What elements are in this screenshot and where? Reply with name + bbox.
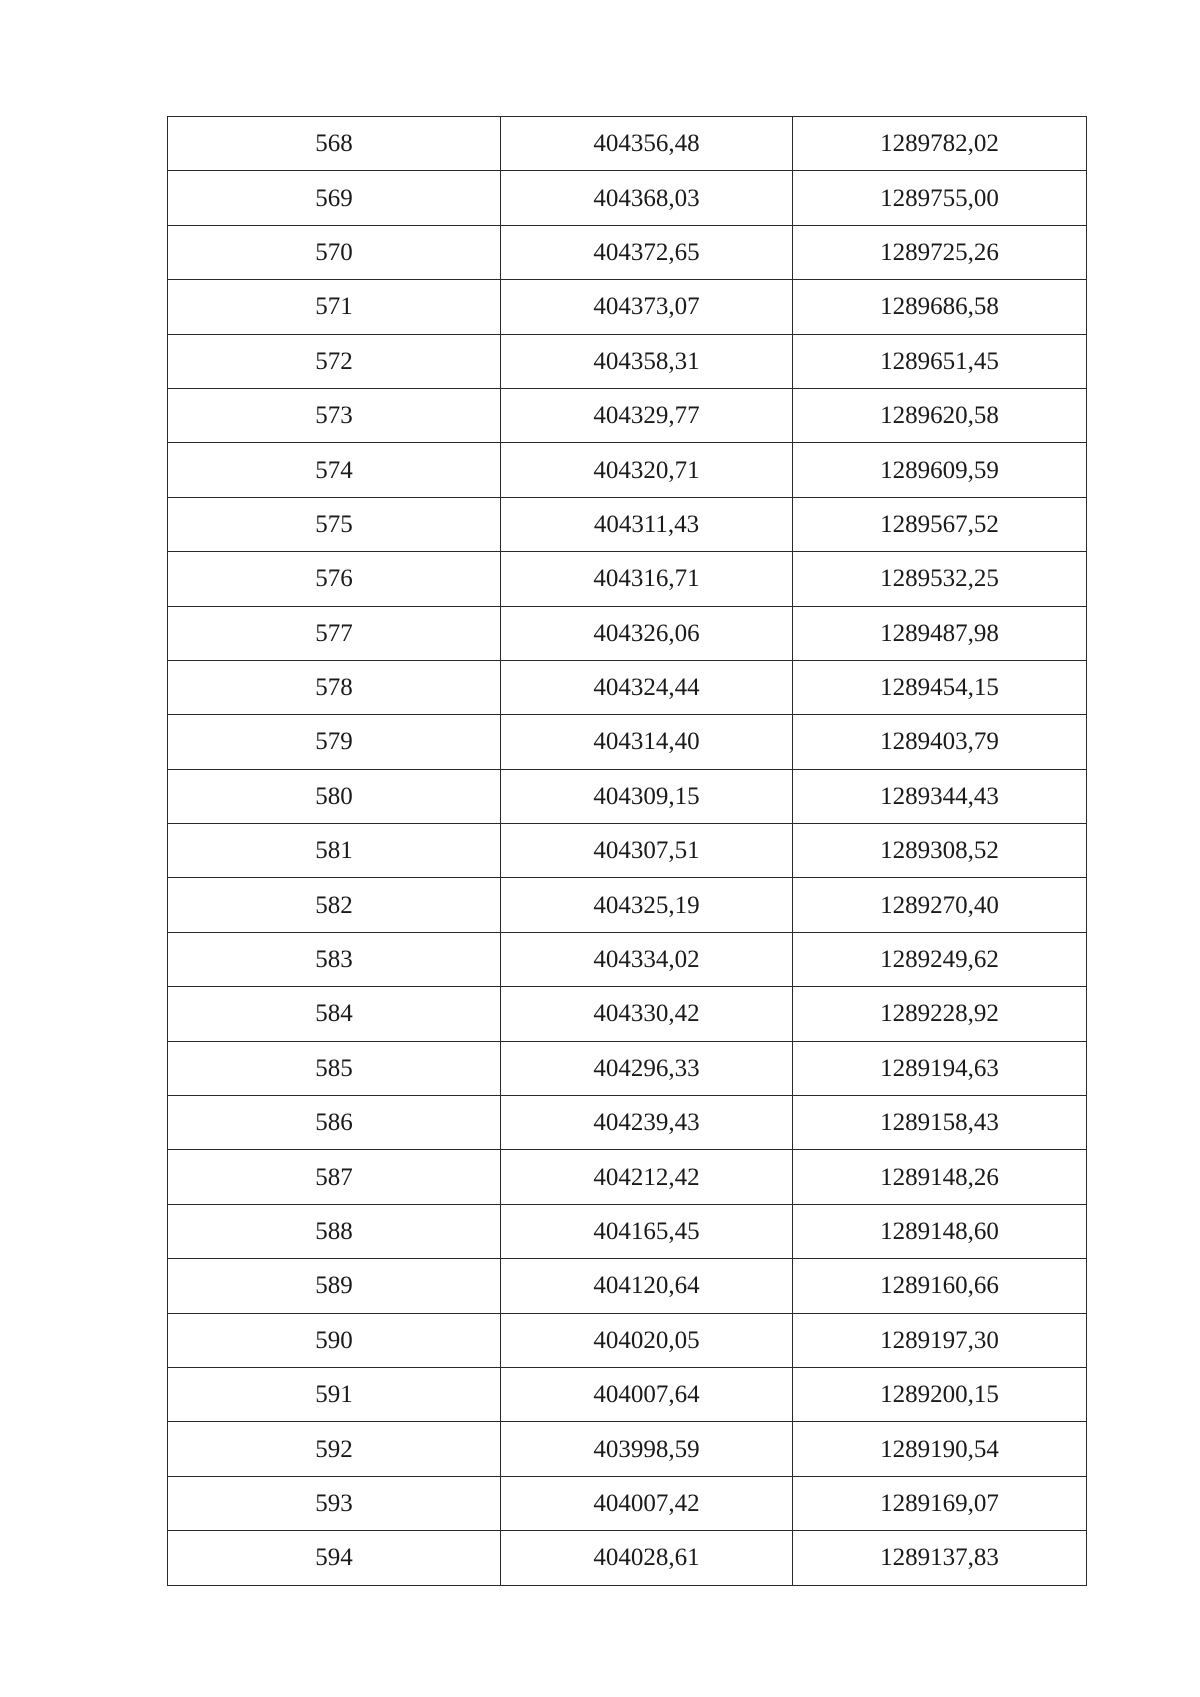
table-row [168, 1041, 1087, 1095]
x-coordinate-cell: 403998,59 [501, 1422, 793, 1476]
y-coordinate-cell: 1289190,54 [793, 1422, 1087, 1476]
point-number-cell: 572 [168, 334, 501, 388]
x-coordinate-cell: 404120,64 [501, 1259, 793, 1313]
table-row [168, 388, 1087, 442]
y-coordinate-cell: 1289487,98 [793, 606, 1087, 660]
point-number-cell: 584 [168, 987, 501, 1041]
table-row [168, 497, 1087, 551]
y-coordinate-cell: 1289308,52 [793, 824, 1087, 878]
point-number-cell: 587 [168, 1150, 501, 1204]
x-coordinate-cell: 404028,61 [501, 1531, 793, 1585]
table-row [168, 878, 1087, 932]
point-number-cell: 592 [168, 1422, 501, 1476]
x-coordinate-cell: 404165,45 [501, 1204, 793, 1258]
point-number-cell: 575 [168, 497, 501, 551]
x-coordinate-cell: 404373,07 [501, 280, 793, 334]
y-coordinate-cell: 1289454,15 [793, 660, 1087, 714]
table-row [168, 1313, 1087, 1367]
x-coordinate-cell: 404320,71 [501, 443, 793, 497]
table-row [168, 1204, 1087, 1258]
x-coordinate-cell: 404296,33 [501, 1041, 793, 1095]
table-row [168, 769, 1087, 823]
table-row [168, 1259, 1087, 1313]
table-row [168, 225, 1087, 279]
y-coordinate-cell: 1289609,59 [793, 443, 1087, 497]
point-number-cell: 582 [168, 878, 501, 932]
y-coordinate-cell: 1289651,45 [793, 334, 1087, 388]
x-coordinate-cell: 404239,43 [501, 1096, 793, 1150]
point-number-cell: 569 [168, 171, 501, 225]
x-coordinate-cell: 404334,02 [501, 932, 793, 986]
x-coordinate-cell: 404007,42 [501, 1476, 793, 1530]
table-row [168, 1422, 1087, 1476]
y-coordinate-cell: 1289755,00 [793, 171, 1087, 225]
point-number-cell: 590 [168, 1313, 501, 1367]
table-row [168, 660, 1087, 714]
y-coordinate-cell: 1289200,15 [793, 1367, 1087, 1421]
x-coordinate-cell: 404212,42 [501, 1150, 793, 1204]
x-coordinate-cell: 404368,03 [501, 171, 793, 225]
point-number-cell: 581 [168, 824, 501, 878]
y-coordinate-cell: 1289344,43 [793, 769, 1087, 823]
x-coordinate-cell: 404358,31 [501, 334, 793, 388]
y-coordinate-cell: 1289158,43 [793, 1096, 1087, 1150]
y-coordinate-cell: 1289403,79 [793, 715, 1087, 769]
point-number-cell: 589 [168, 1259, 501, 1313]
table-row [168, 1531, 1087, 1585]
point-number-cell: 585 [168, 1041, 501, 1095]
y-coordinate-cell: 1289782,02 [793, 117, 1087, 171]
y-coordinate-cell: 1289137,83 [793, 1531, 1087, 1585]
y-coordinate-cell: 1289725,26 [793, 225, 1087, 279]
table-row [168, 1367, 1087, 1421]
point-number-cell: 573 [168, 388, 501, 442]
x-coordinate-cell: 404314,40 [501, 715, 793, 769]
y-coordinate-cell: 1289148,60 [793, 1204, 1087, 1258]
x-coordinate-cell: 404307,51 [501, 824, 793, 878]
point-number-cell: 570 [168, 225, 501, 279]
y-coordinate-cell: 1289169,07 [793, 1476, 1087, 1530]
point-number-cell: 586 [168, 1096, 501, 1150]
table-row [168, 280, 1087, 334]
x-coordinate-cell: 404325,19 [501, 878, 793, 932]
table-row [168, 1150, 1087, 1204]
coordinates-table-body [168, 117, 1087, 1586]
table-row [168, 1096, 1087, 1150]
coordinates-table [167, 116, 1087, 1586]
y-coordinate-cell: 1289197,30 [793, 1313, 1087, 1367]
x-coordinate-cell: 404356,48 [501, 117, 793, 171]
x-coordinate-cell: 404020,05 [501, 1313, 793, 1367]
x-coordinate-cell: 404007,64 [501, 1367, 793, 1421]
x-coordinate-cell: 404311,43 [501, 497, 793, 551]
x-coordinate-cell: 404330,42 [501, 987, 793, 1041]
table-row [168, 443, 1087, 497]
table-row [168, 171, 1087, 225]
table-row [168, 334, 1087, 388]
table-row [168, 987, 1087, 1041]
point-number-cell: 593 [168, 1476, 501, 1530]
y-coordinate-cell: 1289148,26 [793, 1150, 1087, 1204]
point-number-cell: 578 [168, 660, 501, 714]
point-number-cell: 579 [168, 715, 501, 769]
x-coordinate-cell: 404326,06 [501, 606, 793, 660]
table-row [168, 606, 1087, 660]
table-row [168, 552, 1087, 606]
point-number-cell: 583 [168, 932, 501, 986]
y-coordinate-cell: 1289194,63 [793, 1041, 1087, 1095]
table-row [168, 715, 1087, 769]
table-row [168, 1476, 1087, 1530]
x-coordinate-cell: 404309,15 [501, 769, 793, 823]
table-row [168, 824, 1087, 878]
point-number-cell: 571 [168, 280, 501, 334]
point-number-cell: 580 [168, 769, 501, 823]
point-number-cell: 588 [168, 1204, 501, 1258]
x-coordinate-cell: 404324,44 [501, 660, 793, 714]
point-number-cell: 574 [168, 443, 501, 497]
point-number-cell: 594 [168, 1531, 501, 1585]
y-coordinate-cell: 1289686,58 [793, 280, 1087, 334]
point-number-cell: 568 [168, 117, 501, 171]
x-coordinate-cell: 404372,65 [501, 225, 793, 279]
table-row [168, 117, 1087, 171]
y-coordinate-cell: 1289160,66 [793, 1259, 1087, 1313]
y-coordinate-cell: 1289620,58 [793, 388, 1087, 442]
x-coordinate-cell: 404316,71 [501, 552, 793, 606]
y-coordinate-cell: 1289249,62 [793, 932, 1087, 986]
point-number-cell: 576 [168, 552, 501, 606]
y-coordinate-cell: 1289567,52 [793, 497, 1087, 551]
point-number-cell: 577 [168, 606, 501, 660]
point-number-cell: 591 [168, 1367, 501, 1421]
y-coordinate-cell: 1289532,25 [793, 552, 1087, 606]
y-coordinate-cell: 1289270,40 [793, 878, 1087, 932]
table-row [168, 932, 1087, 986]
y-coordinate-cell: 1289228,92 [793, 987, 1087, 1041]
x-coordinate-cell: 404329,77 [501, 388, 793, 442]
